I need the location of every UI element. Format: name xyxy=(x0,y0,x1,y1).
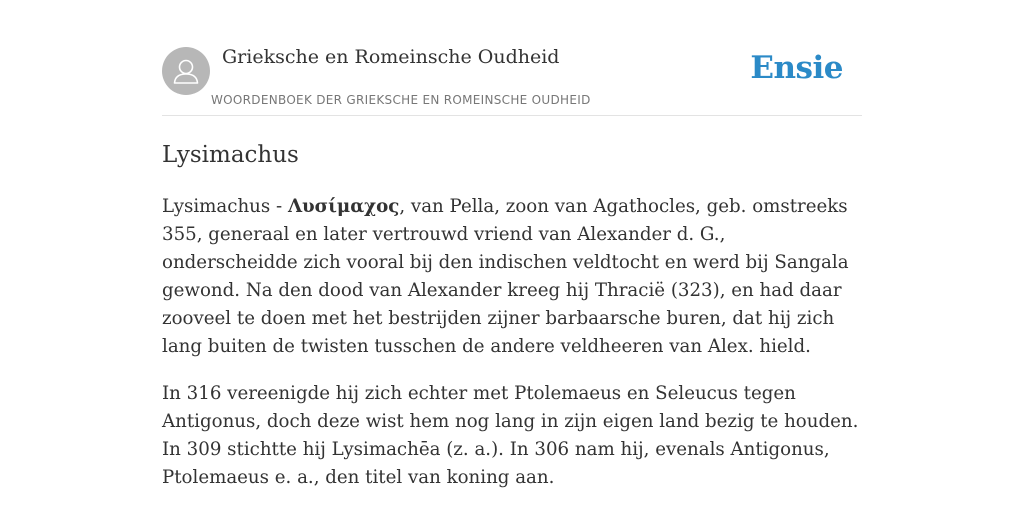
greek-term: Λυσίμαχος xyxy=(287,196,400,217)
entry-paragraph xyxy=(162,193,862,361)
entry-lead: Lysimachus - xyxy=(162,196,288,217)
page xyxy=(162,0,862,492)
entry-paragraph: In 316 vereenigde hij zich echter met Ptolemaeus en Seleucus tegen Antigonus, doch deze wist hem nog lang in zijn eigen land bezig te houden. In 309 stichtte hij Lysimachēa (z. a.). In 306 nam hij, evenals Antigonus, Ptolemaeus e. a., den titel van koning aan. xyxy=(162,383,859,488)
user-icon xyxy=(162,47,210,95)
brand-logo[interactable]: Ensie xyxy=(750,50,843,86)
entry-title: Lysimachus xyxy=(162,142,299,168)
entry-text: , van Pella, zoon van Agathocles, geb. omstreeks 355, generaal en later vertrouwd vriend van Alexander d. G., onderscheidde zich vooral bij den indischen veldtocht en werd bij Sangala gewond. Na den dood van Alexander kreeg hij Thracië (323), en had daar zooveel te doen met het bestrijden zijner barbaarsche buren, dat hij zich lang buiten de twisten tusschen de andere veldheeren van Alex. hield. xyxy=(162,196,849,357)
source-title[interactable]: Grieksche en Romeinsche Oudheid xyxy=(222,46,560,68)
entry-body xyxy=(162,193,862,492)
header xyxy=(162,0,862,116)
source-subtitle: WOORDENBOEK DER GRIEKSCHE EN ROMEINSCHE OUDHEID xyxy=(211,93,591,107)
source-avatar[interactable] xyxy=(162,47,210,95)
